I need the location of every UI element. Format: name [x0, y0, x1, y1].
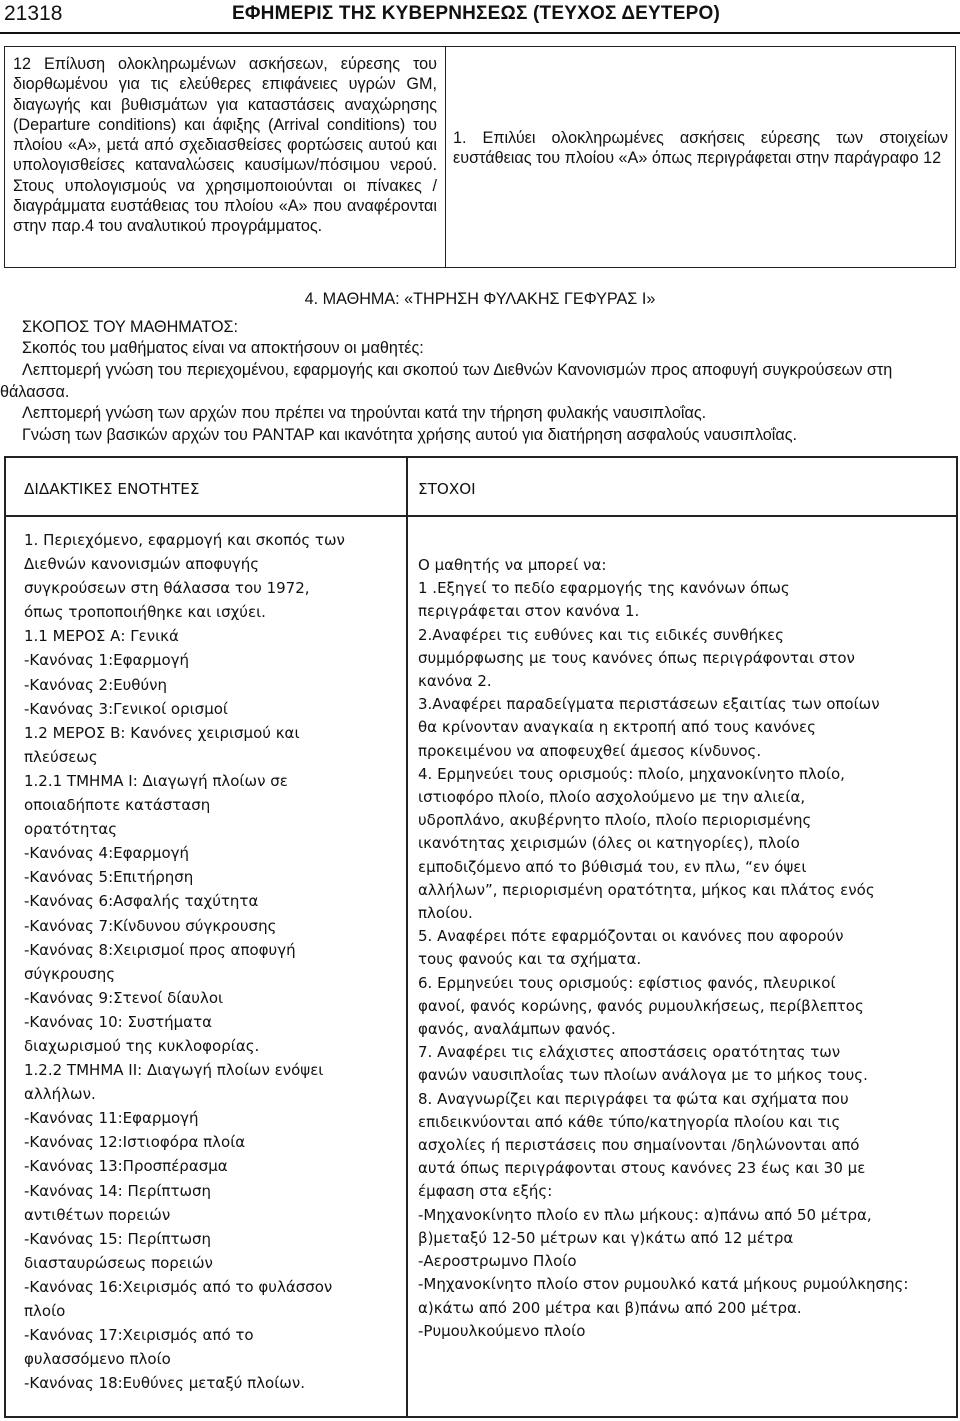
unit-line: σύγκρουσης	[24, 964, 116, 983]
unit-line: -Κανόνας 1:Εφαρμογή	[24, 651, 190, 670]
unit-line: -Κανόνας 9:Στενοί δίαυλοι	[24, 988, 224, 1007]
unit-line: -Κανόνας 4:Εφαρμογή	[24, 844, 190, 863]
unit-line: οποιαδήποτε κατάσταση	[24, 796, 211, 815]
goal-line: -Μηχανοκίνητο πλοίο στον ρυμουλκό κατά μήκους ρυμούλκησης:	[418, 1275, 909, 1294]
unit-line: -Κανόνας 13:Προσπέρασμα	[24, 1157, 228, 1176]
goal-line: Ο μαθητής να μπορεί να:	[418, 556, 607, 574]
continuation-table	[4, 46, 956, 268]
goal-line: υδροπλάνο, ακυβέρνητο πλοίο, πλοίο περιορισμένης	[418, 811, 812, 830]
goal-line: 1 .Εξηγεί το πεδίο εφαρμογής της κανόνων όπως	[418, 579, 790, 598]
unit-line: όπως τροποποιήθηκε και ισχύει.	[24, 603, 266, 622]
goal-line: 7. Αναφέρει τις ελάχιστες αποστάσεις ορατότητας των	[418, 1043, 841, 1062]
page-header	[0, 0, 960, 34]
objective-line: Γνώση των βασικών αρχών του ΡΑΝΤΑΡ και ικανότητα χρήσης αυτού για διατήρηση ασφαλούς ναυσιπλοΐας.	[22, 426, 798, 445]
unit-line: διαχωρισμού της κυκλοφορίας.	[24, 1036, 260, 1055]
unit-line: 1.1 ΜΕΡΟΣ Α: Γενικά	[24, 627, 179, 646]
unit-line: -Κανόνας 17:Χειρισμός από το	[24, 1326, 254, 1345]
goal-line: φανών ναυσιπλοΐας των πλοίων ανάλογα με το μήκος τους.	[418, 1066, 868, 1085]
unit-line: Διεθνών κανονισμών αποφυγής	[24, 555, 260, 574]
column-divider	[406, 458, 408, 1416]
unit-line: πλοίο	[24, 1302, 66, 1320]
unit-12-text: 12 Επίλυση ολοκληρωμένων ασκήσεων, εύρεσης του διορθωμένου για τις ελεύθερες επιφάνειες υγρών GM, διαγωγής και βυθισμάτων για καταστάσεις αναχώρησης (Departure conditions) και άφιξης (Arrival conditions) του πλοίου «Α», μετά από σχεδιασθείσες φορτώσεις αυτού και υπολογισθείσες καταναλώσεις καυσίμων/πόσιμου νερού. Στους υπολογισμούς να χρησιμοποιούνται οι πίνακες / διαγράμματα ευστάθειας του πλοίου «Α» που αναφέρονται στην παρ.4 του αναλυτικού προγράμματος.	[13, 55, 437, 236]
goal-line: 5. Αναφέρει πότε εφαρμόζονται οι κανόνες που αφορούν	[418, 927, 844, 946]
objective-cell	[453, 128, 948, 169]
unit-line: -Κανόνας 2:Ευθύνη	[24, 675, 168, 694]
unit-line: 1. Περιεχόμενο, εφαρμογή και σκοπός των	[24, 531, 345, 549]
unit-line: φυλασσόμενο πλοίο	[24, 1350, 171, 1369]
goal-line: 8. Αναγνωρίζει και περιγράφει τα φώτα και σχήματα που	[418, 1089, 849, 1108]
header-rule	[0, 32, 960, 34]
goal-line: ικανότητας χειρισμών (όλες οι κατηγορίες), πλοίο	[418, 834, 800, 853]
unit-line: διασταυρώσεως πορειών	[24, 1253, 213, 1272]
goal-line: φανοί, φανός κορώνης, φανός ρυμουλκήσεως, περίβλεπτος	[418, 996, 864, 1015]
header-divider	[6, 515, 956, 517]
unit-line: -Κανόνας 7:Κίνδυνου σύγκρουσης	[24, 916, 277, 935]
header-goals: ΣΤΟΧΟΙ	[418, 480, 476, 498]
goal-line: πλοίου.	[418, 904, 473, 923]
objective-lines	[0, 338, 956, 447]
unit-line: αλλήλων.	[24, 1085, 96, 1104]
unit-line: -Κανόνας 14: Περίπτωση	[24, 1181, 212, 1200]
unit-cell	[13, 54, 437, 237]
goal-line: θα κρίνονταν αναγκαία η εκτροπή από τους κανόνες	[418, 718, 816, 737]
units-table	[4, 456, 958, 1418]
gazette-title: ΕΦΗΜΕΡΙΣ ΤΗΣ ΚΥΒΕΡΝΗΣΕΩΣ (ΤΕΥΧΟΣ ΔΕΥΤΕΡΟ)	[232, 3, 720, 24]
goal-line: αυτά όπως περιγράφονται στους κανόνες 23 έως και 30 με	[418, 1159, 866, 1178]
goal-line: ιστιοφόρο πλοίο, πλοίο ασχολούμενο με την αλιεία,	[418, 788, 806, 807]
unit-line: 1.2 ΜΕΡΟΣ Β: Κανόνες χειρισμού και	[24, 723, 300, 742]
goal-line: συμμόρφωσης με τους κανόνες όπως περιγράφονται στον	[418, 648, 855, 667]
goal-line: εμποδιζόμενο από το βύθισμά του, εν πλω, “εν όψει	[418, 857, 807, 876]
lesson-title: 4. ΜΑΘΗΜΑ: «ΤΗΡΗΣΗ ΦΥΛΑΚΗΣ ΓΕΦΥΡΑΣ Ι»	[304, 290, 656, 308]
unit-line: 1.2.1 ΤΜΗΜΑ Ι: Διαγωγή πλοίων σε	[24, 771, 288, 790]
goal-line: 2.Αναφέρει τις ευθύνες και τις ειδικές συνθήκες	[418, 625, 784, 644]
goals-column	[418, 554, 956, 1343]
unit-line: -Κανόνας 15: Περίπτωση	[24, 1229, 212, 1248]
goal-line: προκειμένου να αποφευχθεί άμεσος κίνδυνος.	[418, 741, 762, 760]
goal-line: -Μηχανοκίνητο πλοίο εν πλω μήκους: α)πάνω από 50 μέτρα,	[418, 1205, 872, 1224]
goal-line: κανόνα 2.	[418, 672, 492, 691]
unit-line: αντιθέτων πορειών	[24, 1205, 171, 1224]
goal-line: αλλήλων”, περιορισμένη ορατότητα, μήκος και πλάτος ενός	[418, 880, 875, 899]
header-units: ΔΙΔΑΚΤΙΚΕΣ ΕΝΟΤΗΤΕΣ	[24, 480, 200, 498]
objective-1-text: 1. Επιλύει ολοκληρωμένες ασκήσεις εύρεσης των στοιχείων ευστάθειας του πλοίου «Α» όπως περιγράφεται στην παράγραφο 12	[453, 129, 948, 168]
goal-line: -Αεροστρωμνο Πλοίο	[418, 1252, 577, 1271]
units-column	[24, 528, 402, 1395]
unit-line: ορατότητας	[24, 820, 118, 839]
goal-line: περιγράφεται στον κανόνα 1.	[418, 602, 640, 621]
page-number: 21318	[4, 2, 63, 25]
column-divider	[445, 47, 446, 267]
goal-line: τους φανούς και τα σχήματα.	[418, 950, 642, 969]
unit-line: -Κανόνας 8:Χειρισμοί προς αποφυγή	[24, 940, 296, 959]
unit-line: -Κανόνας 6:Ασφαλής ταχύτητα	[24, 892, 259, 911]
unit-line: -Κανόνας 18:Ευθύνες μεταξύ πλοίων.	[24, 1374, 305, 1393]
goal-line: έμφαση στα εξής:	[418, 1182, 553, 1201]
goal-line: 6. Ερμηνεύει τους ορισμούς: εφίστιος φανός, πλευρικοί	[418, 973, 836, 992]
goal-line: 3.Αναφέρει παραδείγματα περιστάσεων εξαιτίας των οποίων	[418, 695, 880, 714]
objective-line: Λεπτομερή γνώση του περιεχομένου, εφαρμογής και σκοπού των Διεθνών Κανονισμών προς αποφυγή συγκρούσεων στη θάλασσα.	[0, 360, 893, 401]
goal-line: -Ρυμουλκούμενο πλοίο	[418, 1321, 586, 1340]
unit-line: -Κανόνας 12:Ιστιοφόρα πλοία	[24, 1133, 246, 1152]
goal-line: φανός, αναλάμπων φανός.	[418, 1020, 616, 1039]
goal-line: επιδεικνύονται από κάθε τύπο/κατηγορία πλοίου και τις	[418, 1112, 841, 1131]
goal-line: 4. Ερμηνεύει τους ορισμούς: πλοίο, μηχανοκίνητο πλοίο,	[418, 764, 845, 783]
objective-line: Σκοπός του μαθήματος είναι να αποκτήσουν οι μαθητές:	[22, 339, 424, 357]
goal-line: β)μεταξύ 12-50 μέτρων και γ)κάτω από 12 μέτρα	[418, 1228, 794, 1247]
unit-line: -Κανόνας 11:Εφαρμογή	[24, 1109, 199, 1128]
unit-line: -Κανόνας 5:Επιτήρηση	[24, 868, 194, 887]
unit-line: πλεύσεως	[24, 747, 98, 766]
objective-heading: ΣΚΟΠΟΣ ΤΟΥ ΜΑΘΗΜΑΤΟΣ:	[22, 318, 239, 336]
unit-line: -Κανόνας 3:Γενικοί ορισμοί	[24, 699, 228, 718]
goal-line: ασχολίες ή περιστάσεις που σημαίνονται /δηλώνονται από	[418, 1136, 860, 1155]
unit-line: -Κανόνας 16:Χειρισμός από το φυλάσσον	[24, 1277, 333, 1296]
unit-line: συγκρούσεων στη θάλασσα του 1972,	[24, 579, 310, 598]
unit-line: 1.2.2 ΤΜΗΜΑ ΙΙ: Διαγωγή πλοίων ενόψει	[24, 1061, 324, 1080]
objective-line: Λεπτομερή γνώση των αρχών που πρέπει να τηρούνται κατά την τήρηση φυλακής ναυσιπλοΐας.	[22, 404, 707, 423]
goal-line: α)κάτω από 200 μέτρα και β)πάνω από 200 μέτρα.	[418, 1298, 802, 1317]
unit-line: -Κανόνας 10: Συστήματα	[24, 1012, 212, 1031]
